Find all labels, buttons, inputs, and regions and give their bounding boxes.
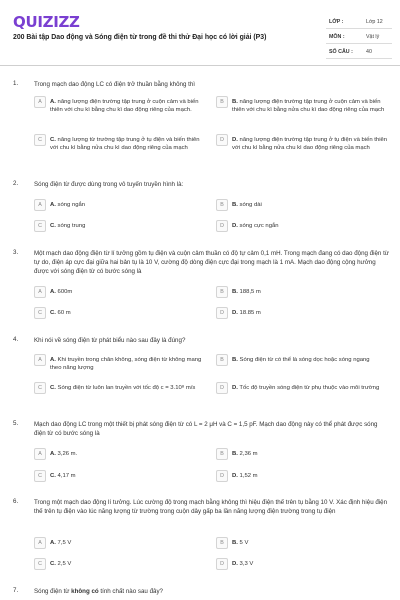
option-letter-box[interactable]: A (34, 96, 46, 108)
option-letter-box[interactable]: A (34, 354, 46, 366)
option-text: D. 18.85 m (232, 310, 261, 316)
question-number: 1. (13, 80, 19, 87)
question-number: 6. (13, 498, 19, 505)
meta-row-class (326, 14, 392, 29)
meta-table (326, 14, 392, 59)
option-letter-box[interactable]: B (216, 354, 228, 366)
quizizz-logo: QUIZIZZ (13, 13, 80, 31)
option-letter-box[interactable]: D (216, 558, 228, 570)
option-text: C. sóng trung (50, 223, 86, 229)
option-letter-box[interactable]: D (216, 307, 228, 319)
question-text: Khi nói về sóng điện từ phát biểu nào sau đây là đúng? (34, 337, 186, 344)
option-b[interactable] (216, 199, 390, 211)
option-text: D. năng lượng điện trường tập trung ở tụ điện và biến thiên với chu kì bằng nửa chu kì dao động riêng của mạch (232, 137, 388, 151)
option-letter-box[interactable]: C (34, 134, 46, 146)
option-letter-box[interactable]: B (216, 199, 228, 211)
question-text: Trong một mạch dao động lí tưởng. Lúc cường độ trong mạch bằng không thì hiệu điện thế trên tụ bằng 10 V. Xác định hiệu điện thế trên tụ điện vào lúc năng lượng từ trường trong cuộn dây gấp ba lần năng lượng điện trường trong tụ điện (34, 499, 388, 515)
option-text: C. 4,17 m (50, 473, 76, 479)
option-d[interactable] (216, 220, 390, 232)
option-a[interactable] (34, 199, 204, 211)
option-c[interactable] (34, 382, 204, 394)
question-text: Sóng điện từ không có tính chất nào sau đây? (34, 588, 164, 595)
option-letter-box[interactable]: C (34, 382, 46, 394)
option-letter-box[interactable]: C (34, 307, 46, 319)
question-number: 3. (13, 249, 19, 256)
option-text: A. 600m (50, 289, 73, 295)
option-b[interactable] (216, 286, 390, 298)
option-b[interactable] (216, 354, 390, 366)
option-text: D. Tốc độ truyền sóng điện từ phụ thuộc vào môi trường (232, 385, 380, 391)
option-text: A. năng lượng điện trường tập trung ở cuộn cảm và biến thiên với chu kì bằng chu kì dao động riêng của mạch. (50, 99, 199, 113)
option-letter-box[interactable]: D (216, 470, 228, 482)
question-number: 2. (13, 180, 19, 187)
option-a[interactable] (34, 354, 204, 372)
option-text: B. 188,5 m (232, 289, 261, 295)
meta-row-count (326, 44, 392, 59)
document-title: 200 Bài tập Dao động và Sóng điện từ trong đề thi thử Đại học có lời giải (P3) (13, 34, 267, 41)
option-b[interactable] (216, 448, 390, 460)
option-text: B. 5 V (232, 540, 249, 546)
meta-value: Vật lý (366, 34, 380, 40)
option-text: C. năng lượng từ trường tập trung ở tụ điện và biến thiên với chu kì bằng nửa chu kì dao động riêng của mạch (50, 137, 200, 151)
option-text: A. Khi truyền trong chân không, sóng điện từ không mang theo năng lượng (50, 357, 202, 371)
option-letter-box[interactable]: C (34, 470, 46, 482)
option-letter-box[interactable]: A (34, 286, 46, 298)
document-header (0, 0, 400, 66)
option-d[interactable] (216, 134, 390, 152)
option-c[interactable] (34, 307, 204, 319)
option-d[interactable] (216, 382, 390, 394)
option-letter-box[interactable]: D (216, 220, 228, 232)
question-text: Trong mạch dao động LC có điện trở thuần bằng không thì (34, 81, 196, 88)
meta-key: LỚP : (329, 19, 344, 25)
option-letter-box[interactable]: B (216, 448, 228, 460)
option-a[interactable] (34, 448, 204, 460)
option-text: A. 3,26 m. (50, 451, 78, 457)
option-text: B. sóng dài (232, 202, 262, 208)
option-text: D. sóng cực ngắn (232, 223, 279, 229)
option-letter-box[interactable]: A (34, 537, 46, 549)
option-c[interactable] (34, 558, 204, 570)
option-text: C. 2,5 V (50, 561, 72, 567)
option-c[interactable] (34, 134, 204, 152)
meta-value: Lớp 12 (366, 19, 383, 25)
option-letter-box[interactable]: B (216, 286, 228, 298)
option-letter-box[interactable]: B (216, 537, 228, 549)
option-a[interactable] (34, 96, 204, 114)
option-a[interactable] (34, 286, 204, 298)
option-letter-box[interactable]: B (216, 96, 228, 108)
option-letter-box[interactable]: A (34, 448, 46, 460)
option-text: C. 60 m (50, 310, 71, 316)
option-letter-box[interactable]: D (216, 382, 228, 394)
meta-row-subject (326, 29, 392, 44)
option-text: A. sóng ngắn (50, 202, 86, 208)
option-b[interactable] (216, 537, 390, 549)
option-text: C. Sóng điện từ luôn lan truyền với tốc độ c = 3.10⁸ m/s (50, 385, 196, 391)
option-text: D. 3,3 V (232, 561, 254, 567)
option-b[interactable] (216, 96, 390, 114)
question-text: Sóng điện từ được dùng trong vô tuyến truyền hình là: (34, 181, 184, 188)
emphasis-text: không có (71, 588, 99, 595)
option-c[interactable] (34, 220, 204, 232)
question-text: Mạch dao động LC trong một thiết bị phát sóng điện từ có L = 2 μH và C = 1,5 pF. Mạch dao động này có thể phát được sóng điện từ có bước sóng là (34, 421, 378, 437)
question-number: 7. (13, 587, 19, 594)
option-letter-box[interactable]: C (34, 558, 46, 570)
option-letter-box[interactable]: A (34, 199, 46, 211)
option-a[interactable] (34, 537, 204, 549)
option-d[interactable] (216, 307, 390, 319)
meta-value: 40 (366, 49, 372, 55)
meta-key: SỐ CÂU : (329, 49, 353, 55)
question-number: 5. (13, 420, 19, 427)
option-text: B. năng lượng điện trường tập trung ở cuộn cảm và biến thiên với chu kì bằng nửa chu kì dao động riêng của mạch (232, 99, 385, 113)
option-text: A. 7,5 V (50, 540, 72, 546)
question-number: 4. (13, 336, 19, 343)
option-letter-box[interactable]: D (216, 134, 228, 146)
question-text: Một mạch dao động điện từ lí tưởng gồm tụ điện và cuộn cảm thuần có độ tự cảm 0,1 mH. Trong mạch đang có dao động điện từ tự do, điện áp cực đại giữa hai bản tụ là 10 V, cường độ dòng điện cực đại trong mạch là 1 mA. Mạch dao động cộng hưởng được với sóng điện từ có bước sóng là (34, 250, 389, 275)
option-c[interactable] (34, 470, 204, 482)
option-d[interactable] (216, 470, 390, 482)
option-text: B. Sóng điện từ có thể là sóng dọc hoặc sóng ngang (232, 357, 370, 363)
option-letter-box[interactable]: C (34, 220, 46, 232)
meta-key: MÔN : (329, 34, 345, 40)
option-text: B. 2,36 m (232, 451, 258, 457)
option-d[interactable] (216, 558, 390, 570)
option-text: D. 1,52 m (232, 473, 258, 479)
